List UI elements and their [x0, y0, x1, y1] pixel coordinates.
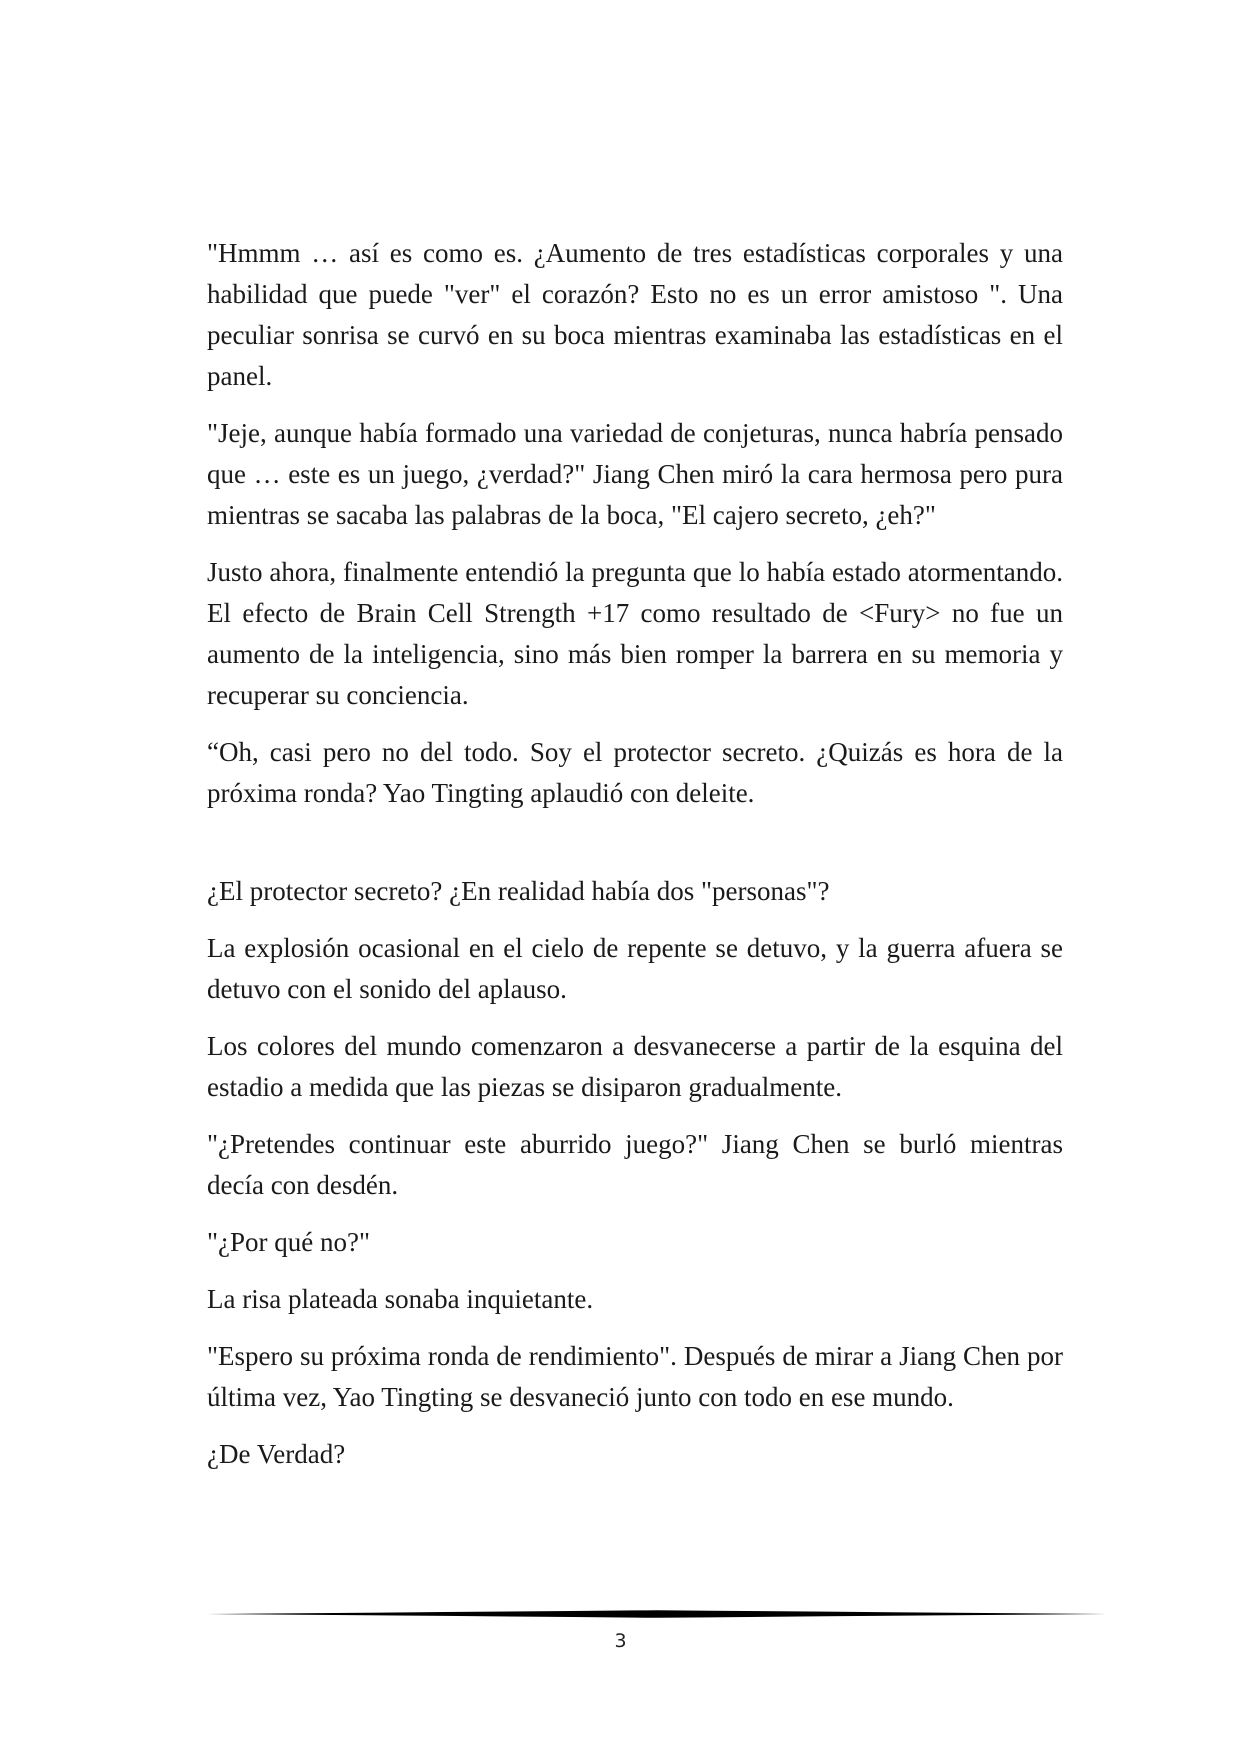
paragraph-12: ¿De Verdad? — [207, 1439, 346, 1469]
paragraph-10: La risa plateada sonaba inquietante. — [207, 1284, 594, 1314]
paragraph-3: Justo ahora, finalmente entendió la pregunta que lo había estado atormentando. El efecto de Brain Cell Strength +17 como resultado de <Fury> no fue un aumento de la inteligencia, sino más bien romper la barrera en su memoria y recuperar su conciencia. — [207, 557, 1063, 710]
paragraph-4: “Oh, casi pero no del todo. Soy el protector secreto. ¿Quizás es hora de la próxima ronda? Yao Tingting aplaudió con deleite. — [207, 737, 1063, 808]
paragraph-6: La explosión ocasional en el cielo de repente se detuvo, y la guerra afuera se detuvo con el sonido del aplauso. — [207, 933, 1063, 1004]
paragraph-1: "Hmmm … así es como es. ¿Aumento de tres estadísticas corporales y una habilidad que puede "ver" el corazón? Esto no es un error amistoso ". Una peculiar sonrisa se curvó en su boca mientras examinaba las estadísticas en el panel. — [207, 238, 1063, 391]
page-body — [207, 233, 1063, 1491]
paragraph-11: "Espero su próxima ronda de rendimiento". Después de mirar a Jiang Chen por última vez, Yao Tingting se desvaneció junto con todo en ese mundo. — [207, 1341, 1063, 1412]
page-number: 3 — [614, 1630, 627, 1652]
paragraph-8: "¿Pretendes continuar este aburrido juego?" Jiang Chen se burló mientras decía con desdén. — [207, 1129, 1063, 1200]
footer-divider — [207, 1608, 1107, 1620]
paragraph-7: Los colores del mundo comenzaron a desvanecerse a partir de la esquina del estadio a medida que las piezas se disiparon gradualmente. — [207, 1031, 1063, 1102]
paragraph-2: "Jeje, aunque había formado una variedad de conjeturas, nunca habría pensado que … este es un juego, ¿verdad?" Jiang Chen miró la cara hermosa pero pura mientras se sacaba las palabras de la boca, "El cajero secreto, ¿eh?" — [207, 418, 1063, 530]
paragraph-5: ¿El protector secreto? ¿En realidad había dos "personas"? — [207, 876, 830, 906]
paragraph-9: "¿Por qué no?" — [207, 1227, 371, 1257]
